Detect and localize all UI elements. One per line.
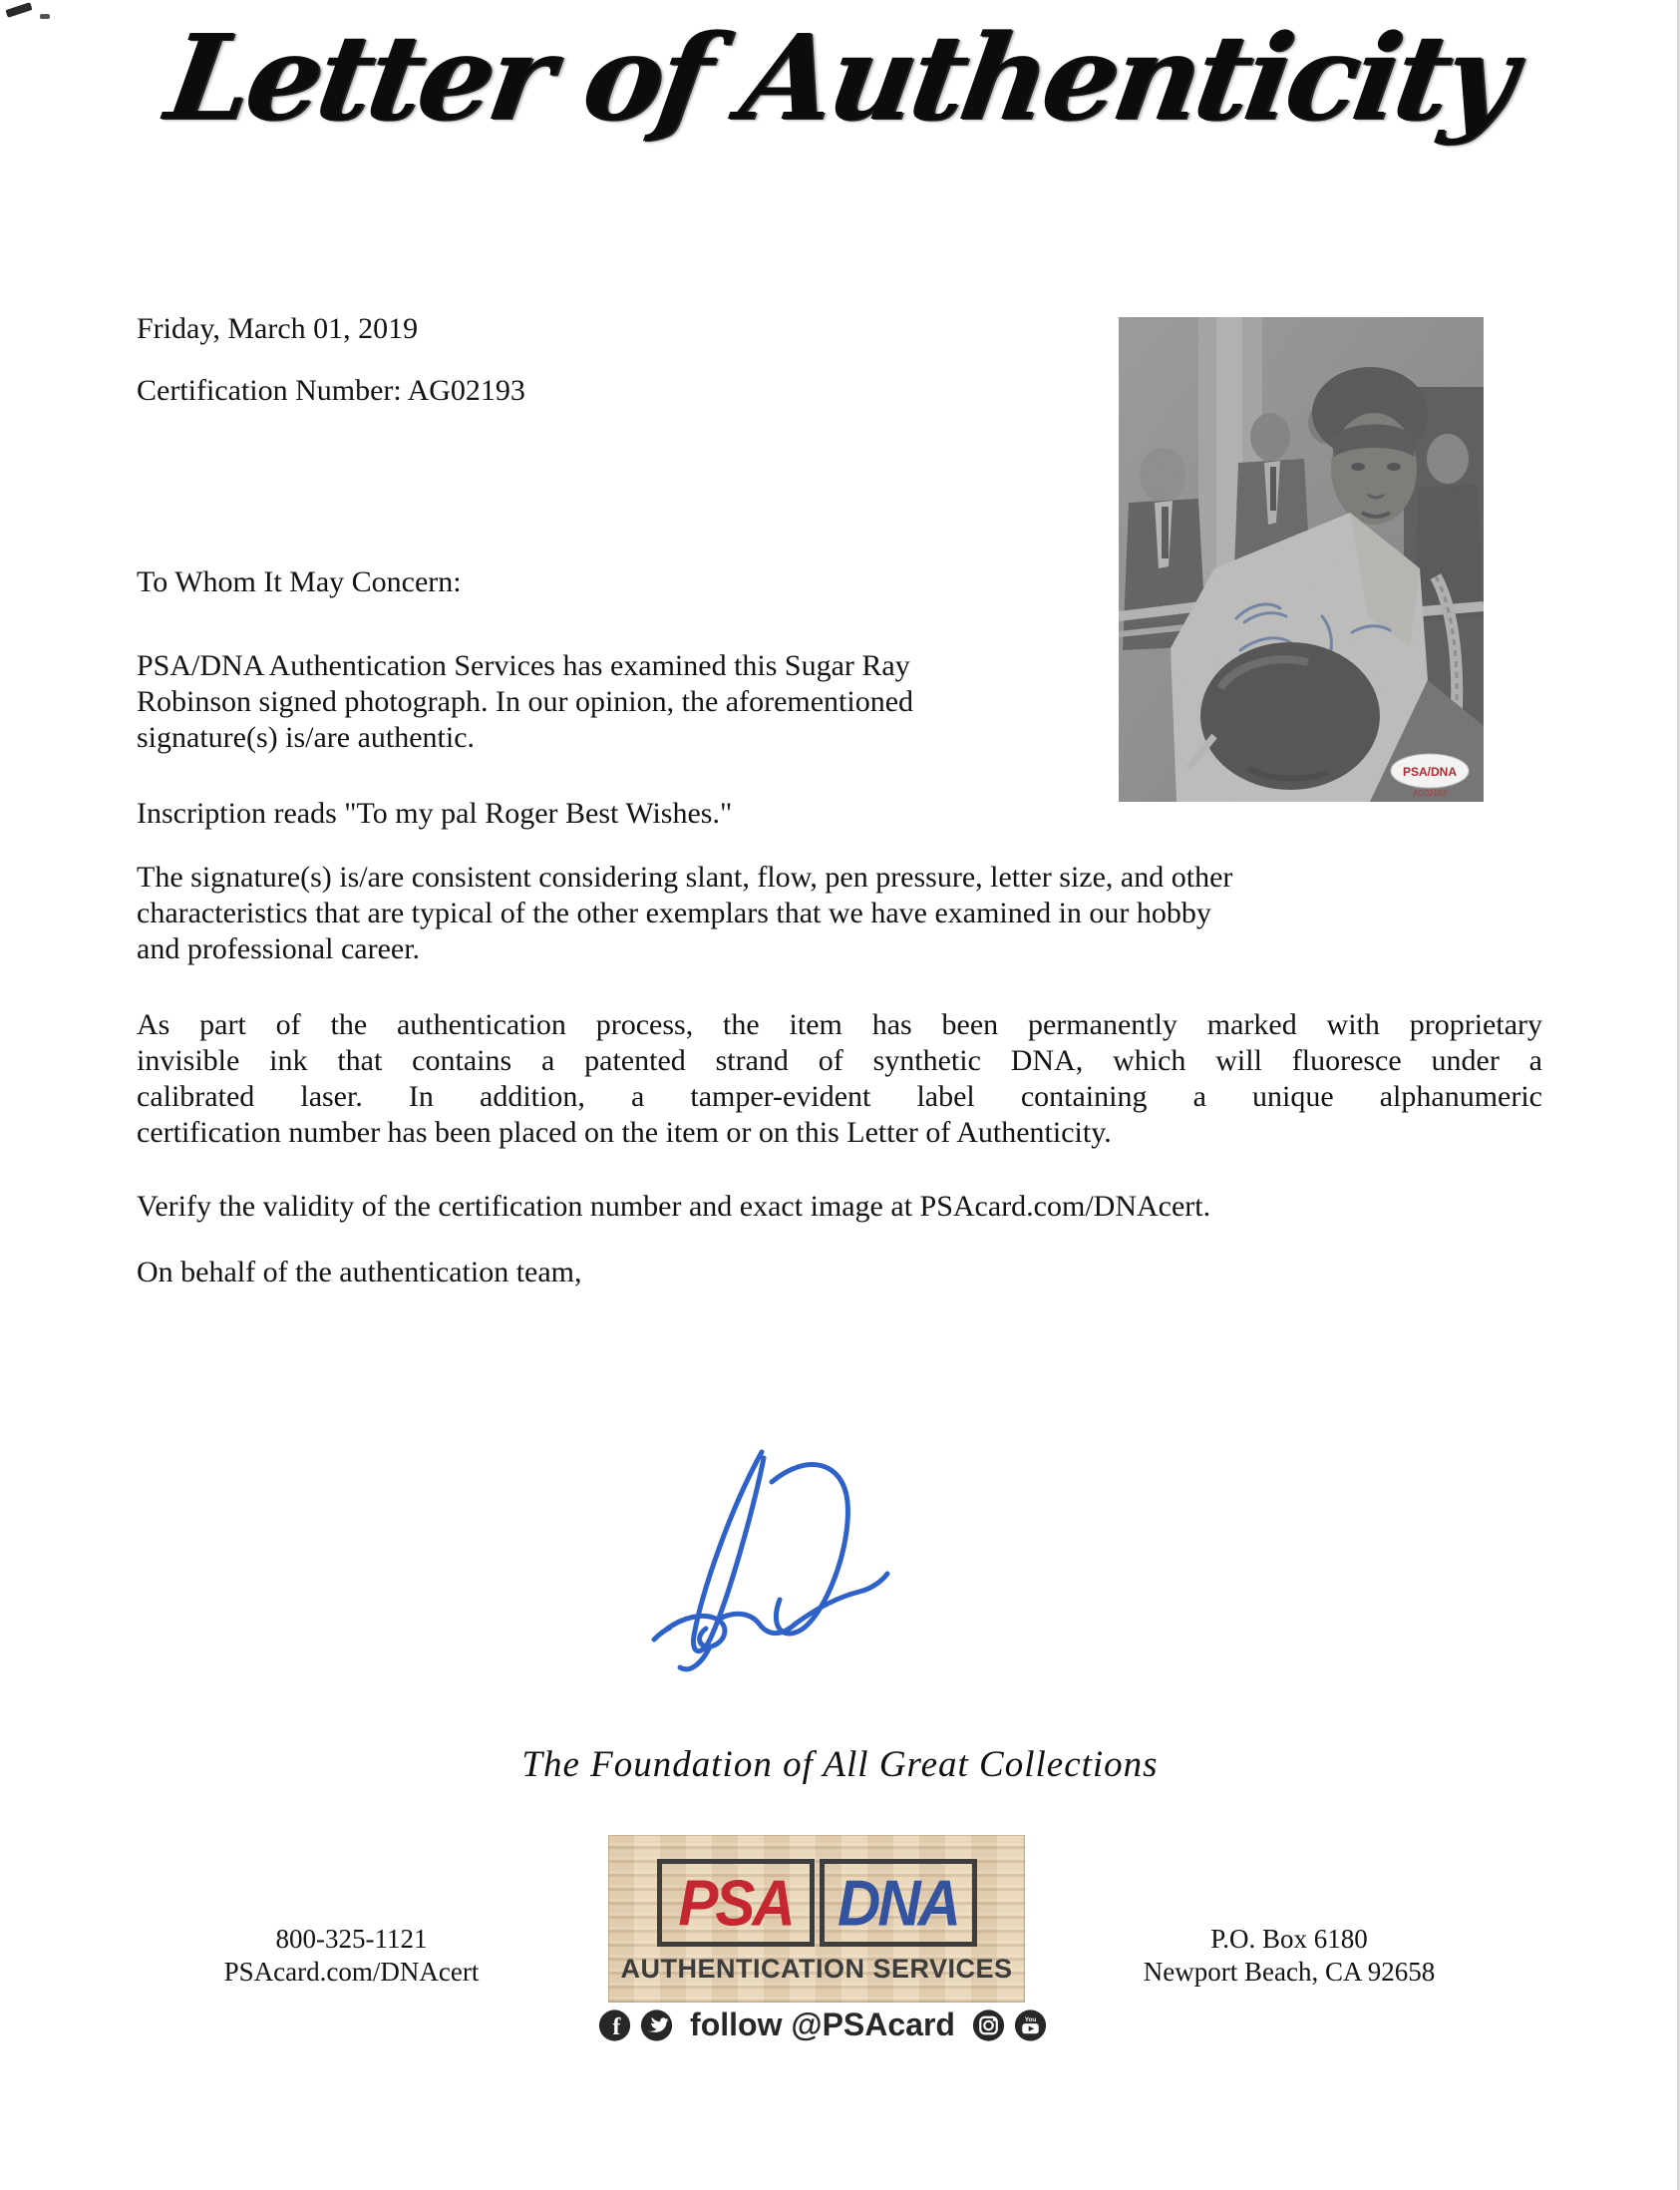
- psa-dna-logo: [608, 1835, 1025, 2003]
- social-row: [598, 2007, 1047, 2043]
- paragraph-1-line: signature(s) is/are authentic.: [137, 721, 476, 754]
- logo-boxes: [608, 1859, 1025, 1947]
- paragraph-4-line: calibrated laser. In addition, a tamper-evident label containing a unique alphanumeric: [137, 1080, 1542, 1113]
- footer-po-box: P.O. Box 6180: [1210, 1924, 1368, 1954]
- svg-text:You: You: [1024, 2015, 1037, 2023]
- dna-wordmark: DNA: [838, 1866, 958, 1940]
- closing-line: On behalf of the authentication team,: [137, 1256, 582, 1288]
- twitter-icon: [640, 2008, 673, 2043]
- facebook-icon: [598, 2008, 631, 2043]
- sticker-text: PSA/DNA: [1402, 765, 1458, 779]
- footer-contact: [199, 1923, 504, 1989]
- paragraph-1-line: Robinson signed photograph. In our opinion, the aforementioned: [137, 685, 914, 718]
- footer-phone: 800-325-1121: [275, 1924, 428, 1954]
- page-title: Letter of Authenticity: [158, 8, 1522, 147]
- paragraph-4-line: invisible ink that contains a patented strand of synthetic DNA, which will fluoresce under a: [137, 1044, 1542, 1077]
- signature-ink: [610, 1434, 899, 1678]
- paragraph-3-line: characteristics that are typical of the other exemplars that we have examined in our hobby: [137, 897, 1211, 929]
- logo-subtitle: AUTHENTICATION SERVICES: [620, 1954, 1013, 1984]
- letter-date: Friday, March 01, 2019: [137, 312, 419, 345]
- dna-box: [820, 1859, 977, 1947]
- inscription-line: Inscription reads "To my pal Roger Best Wishes.": [137, 797, 733, 830]
- signed-photo: [1119, 317, 1484, 802]
- psa-box: [657, 1859, 815, 1947]
- authenticator-signature: [610, 1434, 899, 1678]
- verify-line: Verify the validity of the certification number and exact image at PSAcard.com/DNAcert.: [137, 1190, 1211, 1223]
- paragraph-3-line: The signature(s) is/are consistent considering slant, flow, pen pressure, letter size, and other: [137, 861, 1233, 894]
- paragraph-1-line: PSA/DNA Authentication Services has examined this Sugar Ray: [137, 649, 910, 682]
- footer-address: [1125, 1923, 1454, 1989]
- sticker-code: AG02193: [1413, 789, 1447, 798]
- footer-city-state: Newport Beach, CA 92658: [1143, 1957, 1436, 1987]
- boxing-photo-image: [1119, 317, 1484, 802]
- certification-number-line: Certification Number: AG02193: [137, 374, 525, 407]
- salutation: To Whom It May Concern:: [137, 565, 462, 598]
- svg-text:f: f: [612, 2013, 621, 2040]
- paragraph-4-line: certification number has been placed on the item or on this Letter of Authenticity.: [137, 1116, 1112, 1149]
- foundation-tagline: The Foundation of All Great Collections: [521, 1744, 1159, 1785]
- paragraph-3-line: and professional career.: [137, 932, 421, 965]
- footer-website: PSAcard.com/DNAcert: [223, 1957, 480, 1987]
- paragraph-4-line: As part of the authentication process, the item has been permanently marked with proprietary: [137, 1008, 1542, 1041]
- follow-handle: follow @PSAcard: [690, 2007, 955, 2042]
- instagram-icon: [972, 2008, 1005, 2043]
- psa-wordmark: PSA: [678, 1866, 793, 1940]
- youtube-icon: [1014, 2008, 1047, 2043]
